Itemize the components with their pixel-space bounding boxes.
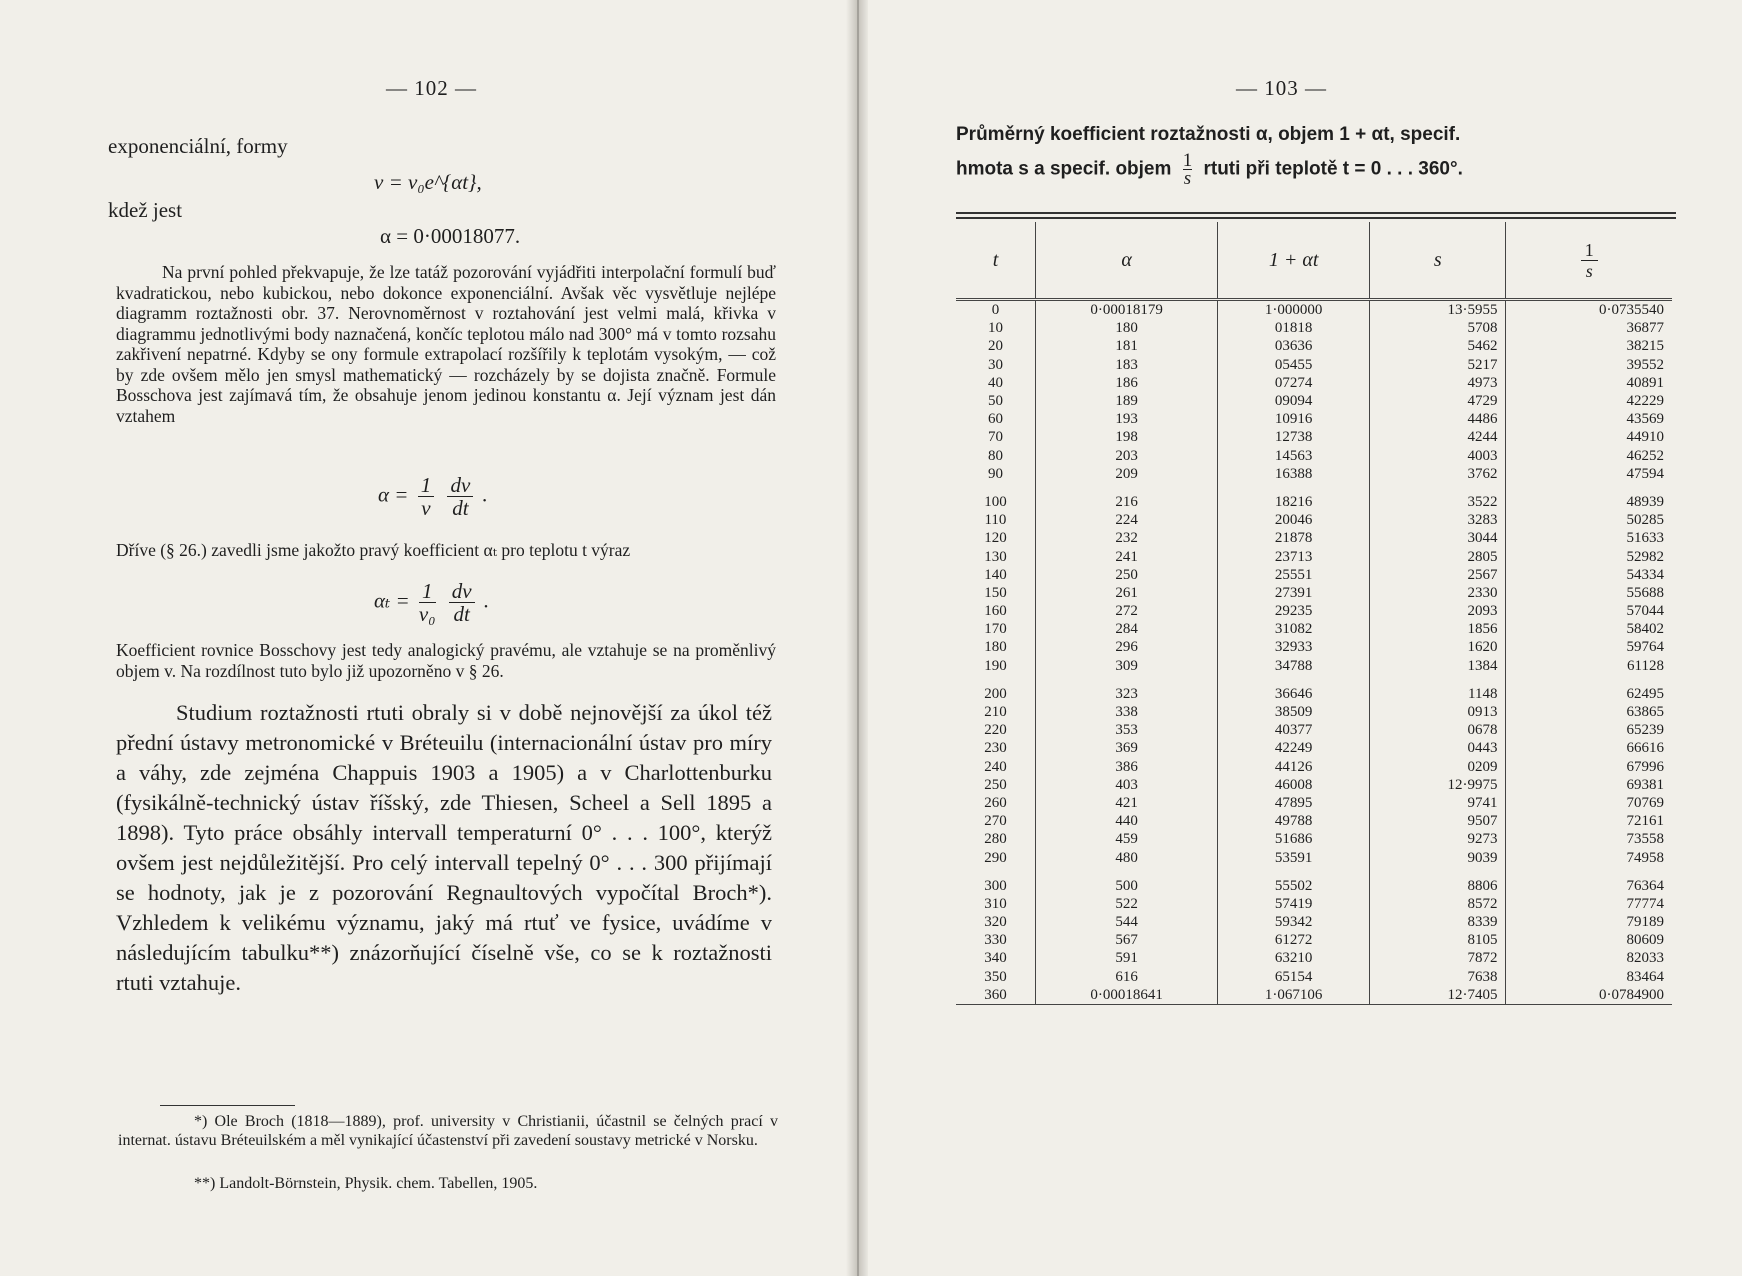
table-row [956,374,1672,392]
spacer-cell [1369,867,1505,877]
equation: v = v₀e^{αt}, [374,170,482,194]
table-cell: 0 [991,302,1000,319]
table-cell: 63210 [1218,949,1370,967]
table-cell: 34788 [1218,657,1370,675]
numerator: dv [449,580,475,603]
denominator: s [1585,260,1593,281]
table-cell: 198 [1035,428,1217,446]
table-cell: 330 [984,932,1007,949]
table-cell: 232 [1035,529,1217,547]
spacer-cell [1035,675,1217,685]
table-cell: 27391 [1218,584,1370,602]
header-alpha: α [1035,222,1217,300]
table-cell: 09094 [1218,392,1370,410]
footnote: *) Ole Broch (1818—1889), prof. university v Christianii, účastnil se čelných prací v internat. ústavu Bréteuilském a měl vynikající účastenství při zavedení soustavy metrické v Norsku. [118,1113,778,1149]
table-cell: 65239 [1506,721,1672,739]
table-cell: 20 [987,338,1003,355]
table-row [956,465,1672,483]
table-cell: 36877 [1506,319,1672,337]
table-cell: 12·7405 [1369,986,1505,1005]
table-cell: 55688 [1506,584,1672,602]
table-cell: 181 [1035,337,1217,355]
table-cell: 39552 [1506,356,1672,374]
table-cell: 4244 [1369,428,1505,446]
table-cell: 63865 [1506,703,1672,721]
table-cell: 76364 [1506,877,1672,895]
table-cell: 65154 [1218,968,1370,986]
table-cell: 480 [1035,848,1217,866]
table-cell: 47895 [1218,794,1370,812]
table-row [956,739,1672,757]
table-row [956,949,1672,967]
spacer-cell [956,483,1035,493]
table-cell: 189 [1035,392,1217,410]
table-cell: 0·0784900 [1506,986,1672,1005]
table-cell: 3283 [1369,511,1505,529]
table-row [956,356,1672,374]
table-cell: 32933 [1218,638,1370,656]
table-cell: 12·9975 [1369,776,1505,794]
table-cell: 55502 [1218,877,1370,895]
spacer-cell [1369,483,1505,493]
table-cell: 13·5955 [1369,300,1505,320]
table-cell: 77774 [1506,895,1672,913]
paragraph: Na první pohled překvapuje, že lze tatáž pozorování vyjádřiti interpolační formulí buď kvadratickou, nebo kubickou, nebo dokonce exponenciální. Avšak věc vysvětluje nejlépe diagramm roztažnosti obr. 37. Nerovnoměrnost v roztahování jest velmi malá, křivka v diagrammu jednotlivými body naznačená, končíc teplotou málo nad 300° má v tomto rozsahu zakřivení nepatrné. Kdyby se ony formule extrapolací rozšířily k teplotám vysokým, — což by zde ovšem mělo jen smysl mathematický — rozcházely by se dojista značně. Formule Bosschova jest zajímavá tím, že obsahuje jenom jedinou konstantu α. Její význam jest dán vztahem [116,262,776,426]
table-cell: 51686 [1218,830,1370,848]
table-cell: 360 [956,986,1035,1005]
table-cell: 8806 [1369,877,1505,895]
table-row [956,877,1672,895]
table-cell: 59342 [1218,913,1370,931]
table-row [956,830,1672,848]
table-cell: 5708 [1369,319,1505,337]
table-cell: 54334 [1506,566,1672,584]
table-row [956,319,1672,337]
table-row [956,913,1672,931]
table-cell: 130 [984,548,1007,565]
table-row [956,703,1672,721]
table-cell: 260 [984,794,1007,811]
fraction [1183,152,1193,187]
table-cell: 4486 [1369,410,1505,428]
table-cell: 48939 [1506,493,1672,511]
denominator: v [421,496,431,520]
numerator: 1 [1581,240,1598,261]
table-cell: 1856 [1369,620,1505,638]
table-cell: 180 [984,639,1007,656]
table-cell: 5217 [1369,356,1505,374]
text-line: exponenciální, formy [108,134,288,158]
table-cell: 14563 [1218,447,1370,465]
table-cell: 59764 [1506,638,1672,656]
table-cell: 160 [984,603,1007,620]
table-cell: 57044 [1506,602,1672,620]
table-cell: 110 [984,512,1007,529]
table-row [956,529,1672,547]
table-cell: 4973 [1369,374,1505,392]
denominator: s [1183,168,1192,189]
table-cell: 69381 [1506,776,1672,794]
equation-lhs: α = [378,482,409,507]
table-cell: 403 [1035,776,1217,794]
table-row [956,638,1672,656]
paragraph: Studium roztažnosti rtuti obraly si v době nejnovější za úkol též přední ústavy metronomické v Bréteuilu (internacionální ústav pro míry a váhy, zde zejména Chappuis 1903 a 1905) a v Charlottenburku (fysikálně-technický ústav říšský, zde Thiesen, Scheel a Sell 1895 a 1898). Tyto práce obsáhly intervall temperaturní 0° . . . 100°, kterýž ovšem jest nejdůležitější. Pro celý intervall tepelný 0° . . . 300 přijímají se hodnoty, jak je z pozorování Regnaultových vypočítal Broch*). Vzhledem k velikému významu, jaký má rtuť ve fysice, uvádíme v následujícím tabulku**) znázorňující číselně vše, co se k roztažnosti rtuti vztahuje. [116,700,772,995]
table-cell: 4003 [1369,447,1505,465]
table-cell: 2805 [1369,547,1505,565]
spacer-cell [1218,675,1370,685]
book-gutter [846,0,870,1276]
table-cell: 250 [984,776,1007,793]
table-cell: 07274 [1218,374,1370,392]
table-cell: 2330 [1369,584,1505,602]
table-cell: 12738 [1218,428,1370,446]
table-cell: 140 [984,566,1007,583]
table-row [956,547,1672,565]
table-cell: 170 [984,621,1007,638]
table-row [956,602,1672,620]
header-t: t [956,222,1035,300]
table-cell: 05455 [1218,356,1370,374]
table-cell: 320 [984,914,1007,931]
table-cell: 1384 [1369,657,1505,675]
footnote-rule [160,1105,295,1106]
table-row [956,721,1672,739]
table-cell: 323 [1035,685,1217,703]
table-cell: 616 [1035,968,1217,986]
table-cell: 3044 [1369,529,1505,547]
spacer-cell [1506,483,1672,493]
fraction [447,474,473,519]
fraction [449,580,475,625]
table-cell: 200 [984,685,1007,702]
table-cell: 7872 [1369,949,1505,967]
table-cell: 10916 [1218,410,1370,428]
table-row [956,794,1672,812]
table-cell: 310 [984,895,1007,912]
denominator: dt [452,496,469,520]
table-cell: 241 [1035,547,1217,565]
table-cell: 40891 [1506,374,1672,392]
table-cell: 290 [984,849,1007,866]
table-cell: 62495 [1506,685,1672,703]
table-cell: 270 [984,813,1007,830]
table-cell: 40377 [1218,721,1370,739]
table-cell: 38509 [1218,703,1370,721]
table-cell: 261 [1035,584,1217,602]
table-cell: 0·00018641 [1035,986,1217,1005]
page-number: — 103 — [1236,76,1327,100]
table-cell: 209 [1035,465,1217,483]
table-row [956,410,1672,428]
table-cell: 190 [984,657,1007,674]
table-cell: 9273 [1369,830,1505,848]
table-cell: 353 [1035,721,1217,739]
table-cell: 2093 [1369,602,1505,620]
table-row [956,968,1672,986]
table-cell: 16388 [1218,465,1370,483]
table-cell: 03636 [1218,337,1370,355]
table-cell: 230 [984,740,1007,757]
table-cell: 150 [984,584,1007,601]
table-cell: 25551 [1218,566,1370,584]
table-cell: 44126 [1218,758,1370,776]
table-cell: 23713 [1218,547,1370,565]
table-cell: 8339 [1369,913,1505,931]
table-cell: 36646 [1218,685,1370,703]
table-cell: 220 [984,722,1007,739]
table-cell: 120 [984,530,1007,547]
table-cell: 350 [984,968,1007,985]
table-row [956,584,1672,602]
table-cell: 300 [984,877,1007,894]
equation-end: . [483,588,490,613]
header-specific-volume [1506,222,1672,300]
table-cell: 522 [1035,895,1217,913]
table-cell: 57419 [1218,895,1370,913]
table-cell: 79189 [1506,913,1672,931]
table-cell: 10 [987,320,1003,337]
caption-text: rtuti při teplotě t = 0 . . . 360°. [1203,158,1463,180]
table-row [956,776,1672,794]
table-cell: 100 [984,493,1007,510]
page-number: — 102 — [386,76,477,100]
table-cell: 72161 [1506,812,1672,830]
table-row [956,300,1672,320]
right-page [868,0,1742,1276]
table-row [956,657,1672,675]
table-cell: 21878 [1218,529,1370,547]
table-header-row [956,222,1672,300]
table-cell: 90 [987,465,1003,482]
table-cell: 240 [984,758,1007,775]
table-row [956,620,1672,638]
table-cell: 272 [1035,602,1217,620]
table-cell: 340 [984,950,1007,967]
table-cell: 67996 [1506,758,1672,776]
table-cell: 31082 [1218,620,1370,638]
table-cell: 70769 [1506,794,1672,812]
table-cell: 9741 [1369,794,1505,812]
table-cell: 8572 [1369,895,1505,913]
table-caption [956,118,1616,187]
table-cell: 591 [1035,949,1217,967]
numerator: 1 [1182,150,1193,171]
denominator: v₀ [418,602,436,626]
table-cell: 44910 [1506,428,1672,446]
table-cell: 83464 [1506,968,1672,986]
table-row [956,758,1672,776]
table-cell: 0913 [1369,703,1505,721]
table-cell: 8105 [1369,931,1505,949]
table-cell: 2567 [1369,566,1505,584]
table-cell: 203 [1035,447,1217,465]
table-cell: 51633 [1506,529,1672,547]
paragraph: Koefficient rovnice Bosschovy jest tedy analogický pravému, ale vztahuje se na proměnlivý objem v. Na rozdílnost tuto bylo již upozorněno v § 26. [116,640,776,681]
table-row [956,812,1672,830]
table-cell: 74958 [1506,848,1672,866]
table-cell: 61272 [1218,931,1370,949]
table-cell: 1620 [1369,638,1505,656]
table-cell: 30 [987,356,1003,373]
table-cell: 193 [1035,410,1217,428]
table-cell: 47594 [1506,465,1672,483]
table-cell: 50 [987,393,1003,410]
numerator: 1 [419,580,436,603]
table-cell: 61128 [1506,657,1672,675]
table-top-rule [956,212,1676,214]
table-cell: 386 [1035,758,1217,776]
table-cell: 52982 [1506,547,1672,565]
table-cell: 49788 [1218,812,1370,830]
table-cell: 0678 [1369,721,1505,739]
table-cell: 183 [1035,356,1217,374]
left-page [0,0,856,1276]
fraction [418,474,435,519]
table-cell: 280 [984,831,1007,848]
table-cell: 73558 [1506,830,1672,848]
table-row [956,493,1672,511]
table-row [956,337,1672,355]
table-cell: 3522 [1369,493,1505,511]
table-cell: 0·0735540 [1506,300,1672,320]
paragraph: Dříve (§ 26.) zavedli jsme jakožto pravý koefficient αₜ pro teplotu t výraz [116,540,631,560]
table-row [956,895,1672,913]
table-cell: 40 [987,374,1003,391]
table-cell: 9039 [1369,848,1505,866]
spacer-cell [1506,675,1672,685]
table-cell: 70 [987,429,1003,446]
table-cell: 58402 [1506,620,1672,638]
table-body [956,300,1672,1005]
table-cell: 1·067106 [1218,986,1370,1005]
table-row [956,428,1672,446]
group-spacer [956,867,1672,877]
table-top-rule [956,217,1676,219]
numerator: 1 [418,474,435,497]
table-cell: 309 [1035,657,1217,675]
table-cell: 01818 [1218,319,1370,337]
fraction [419,580,436,625]
table-cell: 338 [1035,703,1217,721]
caption-line [956,152,1616,187]
table-cell: 567 [1035,931,1217,949]
table-cell: 60 [987,411,1003,428]
mercury-expansion-table [956,222,1672,1005]
table-cell: 284 [1035,620,1217,638]
spacer-cell [956,867,1035,877]
table-cell: 0209 [1369,758,1505,776]
header-volume: 1 + αt [1218,222,1370,300]
equation-lhs: αₜ = [374,588,410,613]
table-cell: 296 [1035,638,1217,656]
table-cell: 46252 [1506,447,1672,465]
group-spacer [956,483,1672,493]
table-cell: 1·000000 [1218,300,1370,320]
table-row [956,931,1672,949]
table-cell: 216 [1035,493,1217,511]
equation-end: . [482,482,488,507]
table-cell: 66616 [1506,739,1672,757]
spacer-cell [1369,675,1505,685]
header-s: s [1369,222,1505,300]
table-cell: 42249 [1218,739,1370,757]
table-cell: 0·00018179 [1035,300,1217,320]
footnote: **) Landolt-Börnstein, Physik. chem. Tabellen, 1905. [194,1175,538,1192]
table-cell: 42229 [1506,392,1672,410]
table-row [956,511,1672,529]
caption-text: hmota s a specif. objem [956,158,1172,180]
table-cell: 459 [1035,830,1217,848]
table-row [956,986,1672,1005]
table-cell: 1148 [1369,685,1505,703]
table-cell: 440 [1035,812,1217,830]
table-cell: 20046 [1218,511,1370,529]
table-cell: 53591 [1218,848,1370,866]
spacer-cell [1218,867,1370,877]
table-cell: 180 [1035,319,1217,337]
table-cell: 29235 [1218,602,1370,620]
equation [374,580,489,625]
table-cell: 224 [1035,511,1217,529]
table-cell: 43569 [1506,410,1672,428]
table-cell: 18216 [1218,493,1370,511]
table-row [956,392,1672,410]
table-cell: 0443 [1369,739,1505,757]
spacer-cell [1218,483,1370,493]
equation: α = 0·00018077. [380,224,521,248]
table-cell: 7638 [1369,968,1505,986]
table-row [956,685,1672,703]
table-row [956,447,1672,465]
fraction [1581,240,1598,281]
spacer-cell [1506,867,1672,877]
table-cell: 369 [1035,739,1217,757]
spacer-cell [1035,867,1217,877]
table-cell: 210 [984,704,1007,721]
table-row [956,848,1672,866]
group-spacer [956,675,1672,685]
table-cell: 50285 [1506,511,1672,529]
table-cell: 186 [1035,374,1217,392]
table-cell: 5462 [1369,337,1505,355]
table-cell: 3762 [1369,465,1505,483]
caption-line: Průměrný koefficient roztažnosti α, objem 1 + αt, specif. [956,124,1461,145]
table-cell: 46008 [1218,776,1370,794]
table-cell: 4729 [1369,392,1505,410]
table-cell: 80 [987,447,1003,464]
spacer-cell [1035,483,1217,493]
denominator: dt [453,602,470,626]
table-cell: 80609 [1506,931,1672,949]
table-cell: 500 [1035,877,1217,895]
table-row [956,566,1672,584]
numerator: dv [447,474,473,497]
table-cell: 250 [1035,566,1217,584]
table-cell: 38215 [1506,337,1672,355]
table-cell: 421 [1035,794,1217,812]
table-cell: 82033 [1506,949,1672,967]
text-line: kdež jest [108,198,183,222]
table-cell: 9507 [1369,812,1505,830]
equation [378,474,488,519]
table-cell: 544 [1035,913,1217,931]
spacer-cell [956,675,1035,685]
